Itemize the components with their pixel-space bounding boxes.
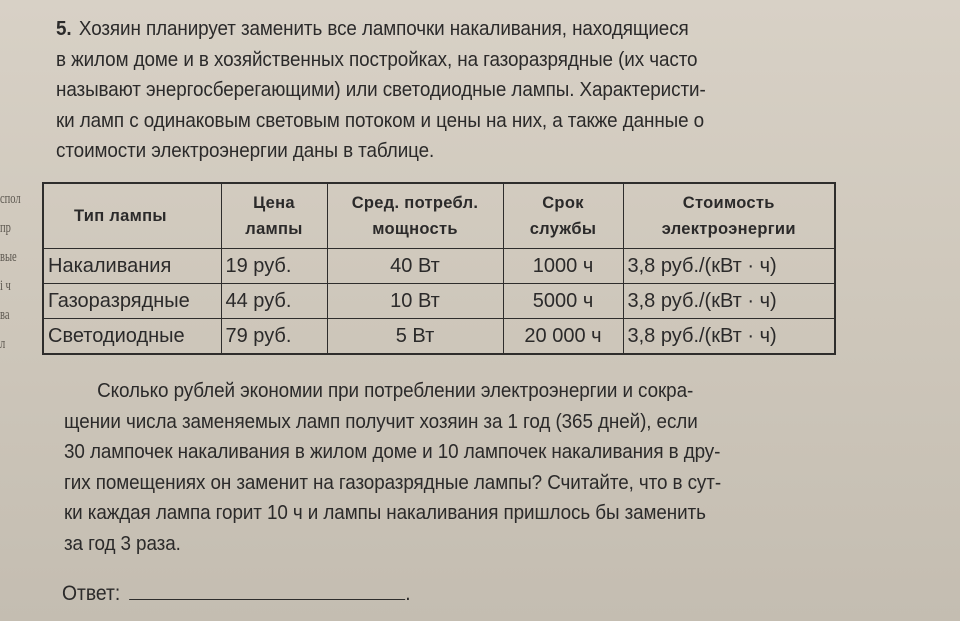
cell-type: Светодиодные [43,319,221,355]
margin-fragment: ва [0,307,10,323]
margin-fragment: пр [0,220,11,236]
intro-line: в жилом доме и в хозяйственных постройках, на газоразрядные (их часто [56,47,698,71]
header-electricity-cost: Стоимость электроэнергии [623,183,835,249]
cell-power: 10 Вт [327,284,503,319]
cell-price: 19 руб. [221,249,327,284]
header-service-life: Срок службы [503,183,623,249]
cell-price: 79 руб. [221,319,327,355]
cell-cost: 3,8 руб./(кВт · ч) [623,284,835,319]
cell-cost: 3,8 руб./(кВт · ч) [623,319,835,355]
question-line: за год 3 раза. [64,531,181,555]
table-row [43,249,835,284]
intro-line: ки ламп с одинаковым световым потоком и цены на них, а также данные о [56,108,705,132]
cell-power: 40 Вт [327,249,503,284]
cell-cost: 3,8 руб./(кВт · ч) [623,249,835,284]
cell-life: 5000 ч [503,284,623,319]
question-line: щении числа заменяемых ламп получит хозяин за 1 год (365 дней), если [64,409,698,433]
cell-power: 5 Вт [327,319,503,355]
answer-blank[interactable] [129,598,405,600]
question-line: гих помещениях он заменит на газоразрядные лампы? Считайте, что в сут- [64,470,722,494]
cell-life: 1000 ч [503,249,623,284]
task-number: 5. [56,17,72,40]
margin-fragment: і ч [0,278,11,294]
task-intro [56,14,792,167]
margin-fragment: л [0,336,6,352]
intro-line: называют энергосберегающими) или светодиодные лампы. Характеристи- [56,78,706,101]
table-row [43,284,835,319]
answer-label: Ответ: [62,582,121,605]
intro-line: 5. Хозяин планирует заменить все лампочки накаливания, находящиеся [56,17,689,40]
table-row [43,319,835,355]
answer-period: . [405,582,411,605]
header-power: Сред. потребл. мощность [327,183,503,249]
margin-fragment: спол [0,191,21,207]
table-header-row [43,183,835,249]
task-question [64,376,800,559]
cell-type: Накаливания [43,249,221,284]
question-line: ки каждая лампа горит 10 ч и лампы накаливания пришлось бы заменить [64,501,706,524]
margin-text-fragments [0,185,22,385]
question-line: Сколько рублей экономии при потреблении электроэнергии и сокра- [97,379,694,402]
cell-price: 44 руб. [221,284,327,319]
margin-fragment: вые [0,249,17,265]
header-price: Цена лампы [221,183,327,249]
cell-type: Газоразрядные [43,284,221,319]
lamp-comparison-table [42,182,836,355]
intro-line: стоимости электроэнергии даны в таблице. [56,139,435,162]
cell-life: 20 000 ч [503,319,623,355]
header-lamp-type: Тип лампы [43,183,221,249]
answer-row [62,582,411,606]
question-line: 30 лампочек накаливания в жилом доме и 10 лампочек накаливания в дру- [64,440,721,463]
